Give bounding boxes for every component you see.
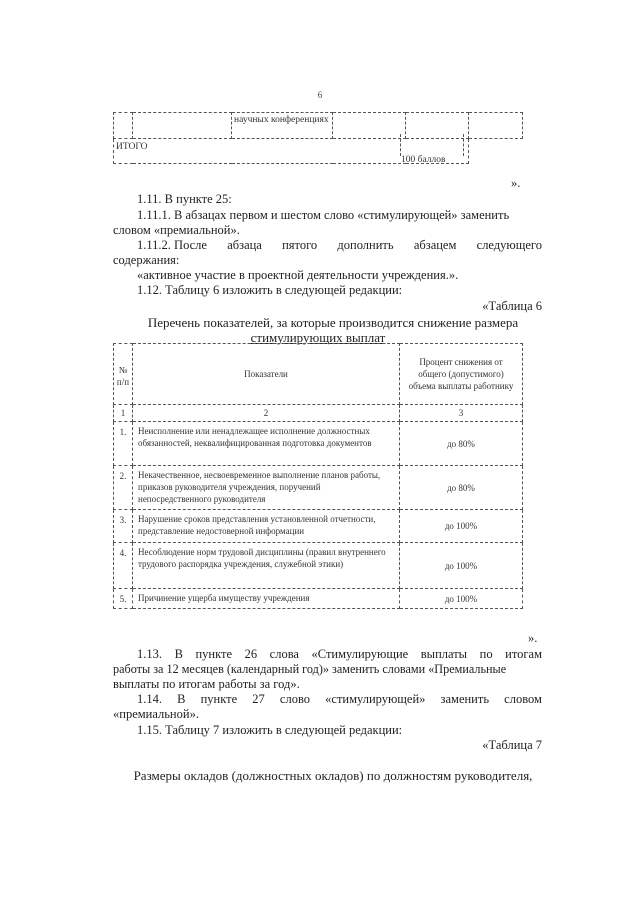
header-indicators: Показатели bbox=[133, 344, 400, 405]
word: 1.11.2. После bbox=[137, 238, 207, 252]
item-1-11-2 bbox=[137, 238, 542, 253]
word: 27 bbox=[252, 692, 265, 706]
total-value: 100 баллов bbox=[401, 155, 446, 165]
row-indicator: Несоблюдение норм трудовой дисциплины (правил внутреннего трудового распорядка учреждения, служебной этики) bbox=[133, 543, 400, 589]
item-1-13-line2: работы за 12 месяцев (календарный год)» заменить словами «Премиальные bbox=[113, 662, 507, 676]
cell-divider bbox=[400, 134, 402, 156]
table-row bbox=[114, 466, 523, 510]
item-1-13 bbox=[137, 647, 542, 662]
word: 26 bbox=[244, 647, 258, 661]
close-quote: ». bbox=[511, 176, 521, 190]
word: дополнить bbox=[337, 238, 394, 252]
table-row bbox=[114, 510, 523, 543]
item-1-12: 1.12. Таблицу 6 изложить в следующей редакции: bbox=[137, 283, 403, 297]
table-header-row bbox=[114, 344, 523, 405]
table-row bbox=[114, 113, 523, 139]
top-table-fragment bbox=[113, 112, 523, 164]
word: «стимулирующей» bbox=[325, 692, 426, 706]
item-1-15: 1.15. Таблицу 7 изложить в следующей редакции: bbox=[137, 723, 403, 737]
word: 1.13. bbox=[137, 647, 162, 661]
row-percent: до 100% bbox=[400, 510, 523, 543]
table7-marker: «Таблица 7 bbox=[482, 738, 542, 752]
quoted-paragraph: «активное участие в проектной деятельности учреждения.». bbox=[137, 268, 459, 282]
total-label: ИТОГО bbox=[114, 139, 469, 164]
item-1-13-line3: выплаты по итогам работы за год». bbox=[113, 677, 300, 691]
table6 bbox=[113, 343, 523, 609]
page-number: 6 bbox=[317, 90, 323, 100]
row-percent: до 100% bbox=[400, 589, 523, 609]
word: «Стимулирующие bbox=[311, 647, 409, 661]
word: словом bbox=[504, 692, 542, 706]
row-percent: до 80% bbox=[400, 422, 523, 466]
colnum: 1 bbox=[114, 405, 133, 422]
word: слово bbox=[279, 692, 311, 706]
row-indicator: Причинение ущерба имуществу учреждения bbox=[133, 589, 400, 609]
word: по bbox=[479, 647, 493, 661]
row-num: 3. bbox=[114, 510, 133, 543]
word: В bbox=[174, 647, 183, 661]
row-num: 4. bbox=[114, 543, 133, 589]
row-percent: до 100% bbox=[400, 543, 523, 589]
word: абзацем bbox=[413, 238, 457, 252]
colnum: 3 bbox=[400, 405, 523, 422]
row-num: 1. bbox=[114, 422, 133, 466]
table-row bbox=[114, 543, 523, 589]
word: абзаца bbox=[227, 238, 262, 252]
word: итогам bbox=[505, 647, 542, 661]
item-1-11-1: 1.11.1. В абзацах первом и шестом слово «стимулирующей» заменить bbox=[137, 208, 510, 222]
table-cell: научных конференциях bbox=[232, 113, 333, 139]
table-row bbox=[114, 422, 523, 466]
colnum: 2 bbox=[133, 405, 400, 422]
word: следующего bbox=[476, 238, 542, 252]
header-num: № п/п bbox=[114, 344, 133, 405]
table6-caption: Перечень показателей, за которые производится снижение размера bbox=[147, 315, 519, 330]
table-row bbox=[114, 589, 523, 609]
word: 1.14. bbox=[137, 692, 162, 706]
row-indicator: Нарушение сроков представления установленной отчетности, представление недостоверной информации bbox=[133, 510, 400, 543]
item-1-11: 1.11. В пункте 25: bbox=[137, 192, 232, 206]
table-colnum-row bbox=[114, 405, 523, 422]
word: заменить bbox=[440, 692, 490, 706]
close-quote: ». bbox=[528, 631, 538, 645]
row-indicator: Неисполнение или ненадлежащее исполнение должностных обязанностей, неквалифицированная подготовка документов bbox=[133, 422, 400, 466]
cell-divider bbox=[463, 134, 465, 156]
table6-caption-2: стимулирующих выплат bbox=[250, 330, 386, 345]
row-num: 5. bbox=[114, 589, 133, 609]
word: пункте bbox=[200, 692, 238, 706]
row-percent: до 80% bbox=[400, 466, 523, 510]
table-row bbox=[114, 139, 523, 164]
row-num: 2. bbox=[114, 466, 133, 510]
header-percent: Процент снижения от общего (допустимого) объема выплаты работнику bbox=[400, 344, 523, 405]
row-indicator: Некачественное, несвоевременное выполнение планов работы, приказов руководителя учреждения, поручений непосредственного руководителя bbox=[133, 466, 400, 510]
item-1-14 bbox=[137, 692, 542, 707]
word: пятого bbox=[282, 238, 318, 252]
table7-caption: Размеры окладов (должностных окладов) по должностям руководителя, bbox=[133, 768, 533, 783]
word: В bbox=[177, 692, 186, 706]
table6-marker: «Таблица 6 bbox=[482, 299, 542, 313]
word: выплаты bbox=[420, 647, 468, 661]
item-1-11-2-cont: содержания: bbox=[113, 253, 180, 267]
item-1-14-cont: «премиальной». bbox=[113, 707, 199, 721]
item-1-11-1-cont: словом «премиальной». bbox=[113, 223, 240, 237]
word: пункте bbox=[195, 647, 233, 661]
word: слова bbox=[269, 647, 299, 661]
